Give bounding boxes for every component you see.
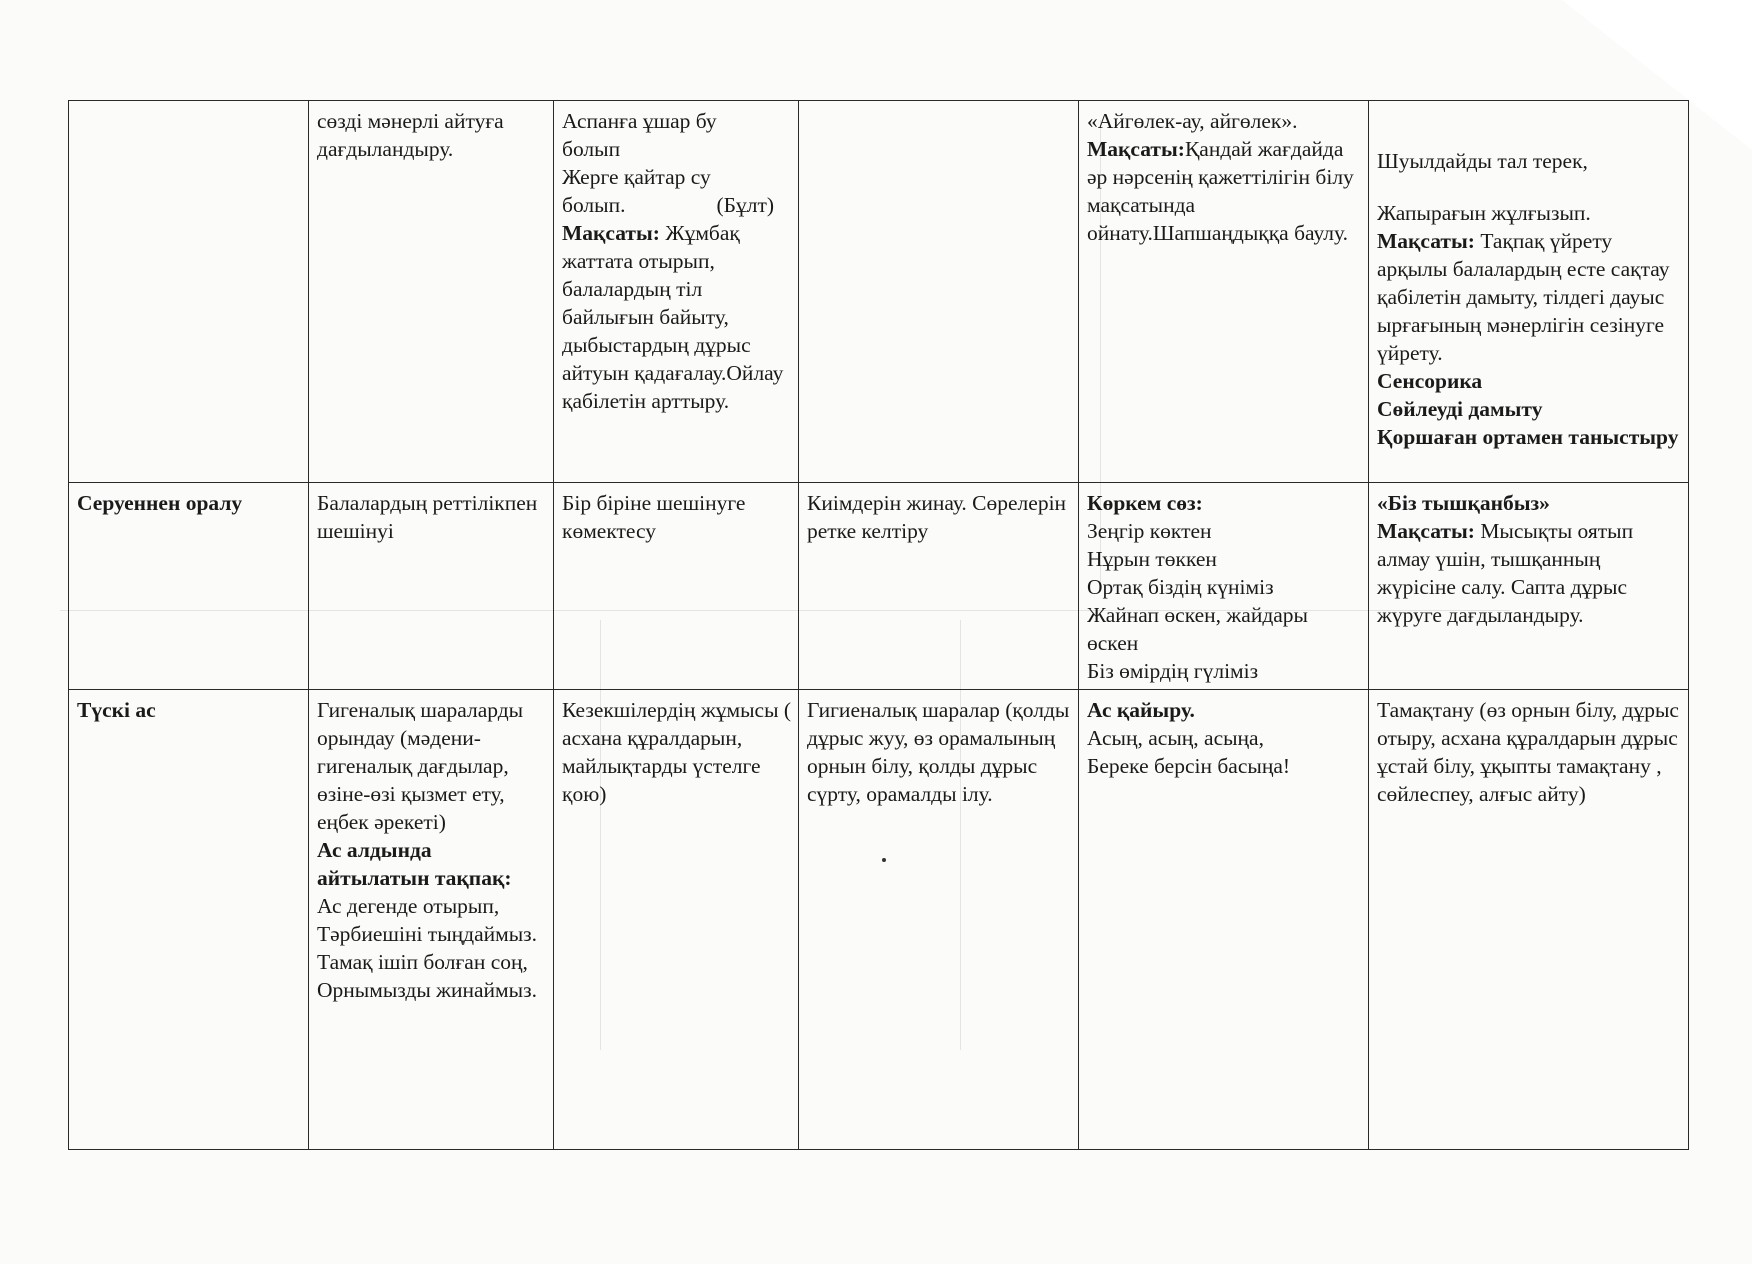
cell: Киімдерін жинау. Сөрелерін ретке келтіру bbox=[799, 483, 1079, 690]
cell: Аспанға ұшар бу болып Жерге қайтар су болып. (Бұлт) Мақсаты: Жұмбақ жаттата отырып, балалардың тіл байлығын байыту, дыбыстардың дұрыс айтуын қадағалау.Ойлау қабілетін арттыру. bbox=[554, 101, 799, 483]
section-cell: Серуеннен оралу bbox=[69, 483, 309, 690]
section-cell: Түскі ас bbox=[69, 690, 309, 1150]
cell: Кезекшілердің жұмысы ( асхана құралдарын, майлықтарды үстелге қою) bbox=[554, 690, 799, 1150]
cell: «Біз тышқанбыз» Мақсаты: Мысықты оятып алмау үшін, тышқанның жүрісіне салу. Сапта дұрыс жүруге дағдыландыру. bbox=[1369, 483, 1689, 690]
table-row bbox=[69, 483, 1689, 690]
cell: Гигиеналық шаралар (қолды дұрыс жуу, өз орамалының орнын білу, қолды дұрыс сүрту, орамалды ілу. bbox=[799, 690, 1079, 1150]
daily-plan-table bbox=[68, 100, 1689, 1150]
cell: «Айгөлек-ау, айгөлек». Мақсаты:Қандай жағдайда әр нәрсенің қажеттілігін білу мақсатында ойнату.Шапшаңдыққа баулу. bbox=[1079, 101, 1369, 483]
table-row bbox=[69, 101, 1689, 483]
section-cell bbox=[69, 101, 309, 483]
cell: Балалардың реттілікпен шешінуі bbox=[309, 483, 554, 690]
cell: Бір біріне шешінуге көмектесу bbox=[554, 483, 799, 690]
cell: Гигеналық шараларды орындау (мәдени-гигеналық дағдылар, өзіне-өзі қызмет ету, еңбек әрекеті) Ас алдында айтылатын тақпақ: Ас дегенде отырып, Тәрбиешіні тыңдаймыз. Тамақ ішіп болған соң, Орнымызды жинаймыз. bbox=[309, 690, 554, 1150]
cell: сөзді мәнерлі айтуға дағдыландыру. bbox=[309, 101, 554, 483]
cell: Көркем сөз: Зеңгір көктен Нұрын төккен Ортақ біздің күніміз Жайнап өскен, жайдары өскен Біз өмірдің гүліміз bbox=[1079, 483, 1369, 690]
cell: Шуылдайды тал терек, Жапырағын жұлғызып. Мақсаты: Тақпақ үйрету арқылы балалардың есте сақтау қабілетін дамыту, тілдегі дауыс ырғағының мәнерлігін сезінуге үйрету. Сенсорика Сөйлеуді дамыту Қоршаған ортамен таныстыру bbox=[1369, 101, 1689, 483]
ink-speck bbox=[882, 858, 886, 862]
table-row bbox=[69, 690, 1689, 1150]
cell: Ас қайыру. Асың, асың, асыңа, Береке берсін басыңа! bbox=[1079, 690, 1369, 1150]
cell: Тамақтану (өз орнын білу, дұрыс отыру, асхана құралдарын дұрыс ұстай білу, ұқыпты тамақтану , сөйлеспеу, алғыс айту) bbox=[1369, 690, 1689, 1150]
cell bbox=[799, 101, 1079, 483]
